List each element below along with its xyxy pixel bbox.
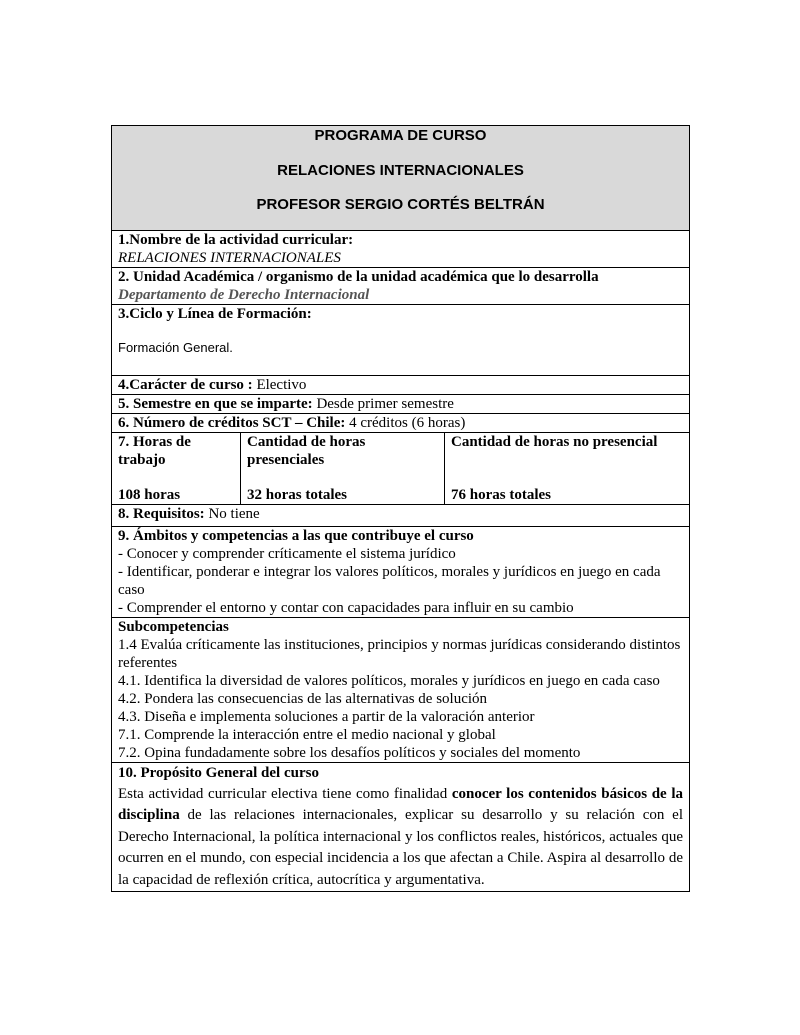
section-4-label: 4.Carácter de curso :: [118, 376, 253, 393]
non-presential-hours-label: Cantidad de horas no presencial: [451, 433, 658, 450]
semester-value: Desde primer semestre: [312, 395, 454, 412]
section-1-row: [112, 230, 690, 267]
presential-hours-cell: [241, 432, 445, 504]
competency-item: - Identificar, ponderar e integrar los valores políticos, morales y jurídicos en juego en cada caso: [118, 563, 661, 598]
purpose-text-end: de las relaciones internacionales, explicar su desarrollo y su relación con el Derecho Internacional, la política internacional y los conflictos reales, históricos, actuales que ocurren en el mundo, con especial incidencia a los que afectan a Chile. Aspira al desarrollo de la capacidad de reflexión crítica, autocrítica y argumentativa.: [118, 807, 683, 888]
section-8-row: [112, 504, 690, 526]
work-hours-cell: [112, 432, 241, 504]
purpose-text-emphasis: conocer los contenidos básicos de la disciplina: [118, 785, 683, 823]
section-3-label: 3.Ciclo y Línea de Formación:: [118, 305, 312, 322]
header-cell: [112, 126, 690, 231]
course-program-table: [111, 125, 690, 892]
section-8-cell: [112, 504, 690, 526]
non-presential-hours-value: 76 horas totales: [451, 486, 551, 503]
document-title: PROGRAMA DE CURSO: [314, 127, 487, 144]
work-hours-value: 108 horas: [118, 486, 181, 503]
header-row: [112, 126, 690, 231]
section-1-label: 1.Nombre de la actividad curricular:: [118, 231, 354, 248]
subcompetency-item: 7.1. Comprende la interacción entre el medio nacional y global: [118, 726, 496, 743]
section-6-cell: [112, 413, 690, 432]
professor-heading: PROFESOR SERGIO CORTÉS BELTRÁN: [256, 196, 545, 213]
section-9-row: [112, 526, 690, 617]
purpose-paragraph: [118, 784, 683, 892]
purpose-text-start: Esta actividad curricular electiva tiene como finalidad: [118, 785, 452, 802]
subcompetency-item: 4.1. Identifica la diversidad de valores políticos, morales y jurídicos en juego en cada caso: [118, 672, 660, 689]
non-presential-hours-cell: [445, 432, 690, 504]
subcompetency-item: 7.2. Opina fundadamente sobre los desafíos políticos y sociales del momento: [118, 744, 581, 761]
activity-name-value: RELACIONES INTERNACIONALES: [118, 249, 341, 266]
section-6-label: 6. Número de créditos SCT – Chile:: [118, 414, 346, 431]
section-7-row: [112, 432, 690, 504]
section-4-cell: [112, 375, 690, 394]
credits-value: 4 créditos (6 horas): [345, 414, 466, 431]
section-10-cell: [112, 762, 690, 892]
subcompetencies-row: [112, 617, 690, 762]
competency-item: - Comprender el entorno y contar con capacidades para influir en su cambio: [118, 599, 574, 616]
course-character-value: Electivo: [252, 376, 307, 393]
subcompetency-item: 1.4 Evalúa críticamente las instituciones, principios y normas jurídicas considerando distintos referentes: [118, 636, 681, 671]
presential-hours-value: 32 horas totales: [247, 486, 347, 503]
course-name-heading: RELACIONES INTERNACIONALES: [277, 161, 524, 179]
presential-hours-label: Cantidad de horas presenciales: [247, 433, 366, 468]
section-9-label: 9. Ámbitos y competencias a las que contribuye el curso: [118, 527, 474, 544]
section-3-row: [112, 304, 690, 375]
section-10-row: [112, 762, 690, 892]
subcompetencies-cell: [112, 617, 690, 762]
section-2-label: 2. Unidad Académica / organismo de la unidad académica que lo desarrolla: [118, 268, 599, 285]
section-5-row: [112, 394, 690, 413]
section-2-row: [112, 267, 690, 304]
subcompetency-item: 4.2. Pondera las consecuencias de las alternativas de solución: [118, 690, 488, 707]
section-2-cell: [112, 267, 690, 304]
section-6-row: [112, 413, 690, 432]
subcompetency-item: 4.3. Diseña e implementa soluciones a partir de la valoración anterior: [118, 708, 535, 725]
competency-item: - Conocer y comprender críticamente el sistema jurídico: [118, 545, 456, 562]
section-5-label: 5. Semestre en que se imparte:: [118, 395, 313, 412]
section-8-label: 8. Requisitos:: [118, 505, 205, 522]
subcompetencies-label: Subcompetencias: [118, 618, 229, 635]
section-4-row: [112, 375, 690, 394]
requirements-value: No tiene: [204, 505, 260, 522]
section-5-cell: [112, 394, 690, 413]
work-hours-label: 7. Horas de trabajo: [118, 433, 191, 468]
section-10-label: 10. Propósito General del curso: [118, 764, 319, 781]
section-3-cell: [112, 304, 690, 375]
formation-line-value: Formación General.: [118, 339, 233, 355]
academic-unit-value: Departamento de Derecho Internacional: [118, 286, 370, 303]
section-9-cell: [112, 526, 690, 617]
section-1-cell: [112, 230, 690, 267]
